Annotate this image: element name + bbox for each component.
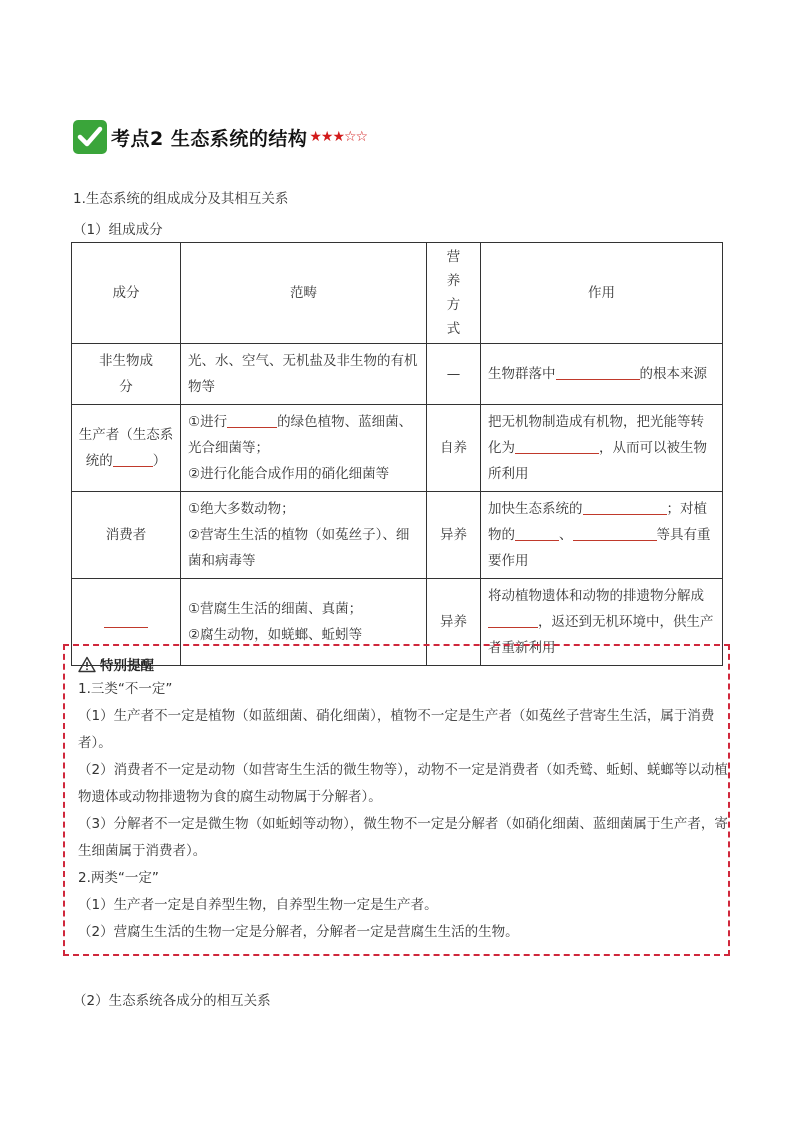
table-cell: 异养 <box>427 579 481 666</box>
note-line: （2）营腐生生活的生物一定是分解者，分解者一定是营腐生生活的生物。 <box>78 924 519 940</box>
section-heading <box>73 118 367 156</box>
difficulty-stars: ★★★☆☆ <box>309 129 368 145</box>
cell-text: ，返还到无机环境中，供生产者重新利用 <box>488 614 714 656</box>
fill-blank[interactable] <box>583 498 667 515</box>
cell-text: 等具有重要作用 <box>488 527 711 569</box>
cell-text: ①营腐生生活的细菌、真菌； <box>188 601 363 617</box>
cell-text: ，从而可以被生物所利用 <box>488 440 707 482</box>
note-line: （2）消费者不一定是动物（如营寄生生活的微生物等），动物不一定是消费者（如秃鹫、蚯蚓、蜣螂等以动植物遗体或动物排遗物为食的腐生动物属于分解者）。 <box>78 762 728 805</box>
fill-blank[interactable] <box>515 524 559 541</box>
subsection-title: （1）组成成分 <box>73 222 163 238</box>
cell-text: 的绿色植物、蓝细菌、光合细菌等； <box>188 414 413 456</box>
table-cell: — <box>427 344 481 405</box>
table-row <box>72 344 723 405</box>
fill-blank[interactable] <box>573 524 657 541</box>
table-cell: 异养 <box>427 492 481 579</box>
table-row <box>72 405 723 492</box>
table-cell <box>181 492 427 579</box>
table-header-row <box>72 243 723 344</box>
section-title: 1.生态系统的组成成分及其相互关系 <box>73 191 289 207</box>
table-row <box>72 492 723 579</box>
note-line: 2.两类“一定” <box>78 870 159 886</box>
cell-text: 生产者（生态系统的 <box>78 427 174 469</box>
cell-text: 生物群落中 <box>488 366 556 382</box>
components-table <box>71 242 723 666</box>
cell-text: 加快生态系统的 <box>488 501 583 517</box>
cell-text: 的根本来源 <box>639 366 707 382</box>
subsection-title: （2）生态系统各成分的相互关系 <box>73 993 271 1009</box>
header-cell: 作用 <box>481 243 723 344</box>
fill-blank[interactable] <box>515 437 599 454</box>
header-cell: 成分 <box>72 243 181 344</box>
table-cell <box>481 405 723 492</box>
table-cell <box>72 405 181 492</box>
table-cell: 消费者 <box>72 492 181 579</box>
cell-text: ；对植物的 <box>488 501 707 543</box>
special-reminder-box <box>63 644 730 956</box>
fill-blank[interactable] <box>488 611 538 628</box>
cell-text: ①绝大多数动物； <box>188 501 295 517</box>
note-title: 特别提醒 <box>100 658 154 674</box>
cell-text: ①进行 <box>188 414 228 430</box>
cell-text: 、 <box>559 527 573 543</box>
note-line: （1）生产者不一定是植物（如蓝细菌、硝化细菌），植物不一定是生产者（如菟丝子营寄生生活，属于消费者）。 <box>78 708 715 751</box>
warning-icon <box>78 656 96 673</box>
table-cell <box>481 492 723 579</box>
fill-blank[interactable] <box>113 450 153 467</box>
table-cell <box>481 344 723 405</box>
fill-blank[interactable] <box>104 611 148 628</box>
table-cell: 光、水、空气、无机盐及非生物的有机物等 <box>181 344 427 405</box>
cell-text: ） <box>152 453 167 469</box>
note-line: （1）生产者一定是自养型生物，自养型生物一定是生产者。 <box>78 897 438 913</box>
table-cell: 非生物成分 <box>72 344 181 405</box>
fill-blank[interactable] <box>227 411 277 428</box>
note-header <box>78 652 728 676</box>
fill-blank[interactable] <box>556 363 640 380</box>
cell-text: 把无机物制造成有机物，把光能等转化为 <box>488 414 704 456</box>
table-cell <box>181 405 427 492</box>
heading-title: 考点2 生态系统的结构 <box>111 127 308 150</box>
table-cell: 自养 <box>427 405 481 492</box>
header-cell: 范畴 <box>181 243 427 344</box>
note-line: （3）分解者不一定是微生物（如蚯蚓等动物），微生物不一定是分解者（如硝化细菌、蓝细菌属于生产者，寄生细菌属于消费者）。 <box>78 816 728 859</box>
cell-text: ②营寄生生活的植物（如菟丝子）、细菌和病毒等 <box>188 527 410 569</box>
note-line: 1.三类“不一定” <box>78 681 173 697</box>
cell-text: ②腐生动物，如蜣螂、蚯蚓等 <box>188 627 363 643</box>
checkmark-icon <box>73 120 107 154</box>
cell-text: ②进行化能合成作用的硝化细菌等 <box>188 466 390 482</box>
header-cell: 营养方式 <box>427 243 481 344</box>
cell-text: 将动植物遗体和动物的排遗物分解成 <box>488 588 704 604</box>
